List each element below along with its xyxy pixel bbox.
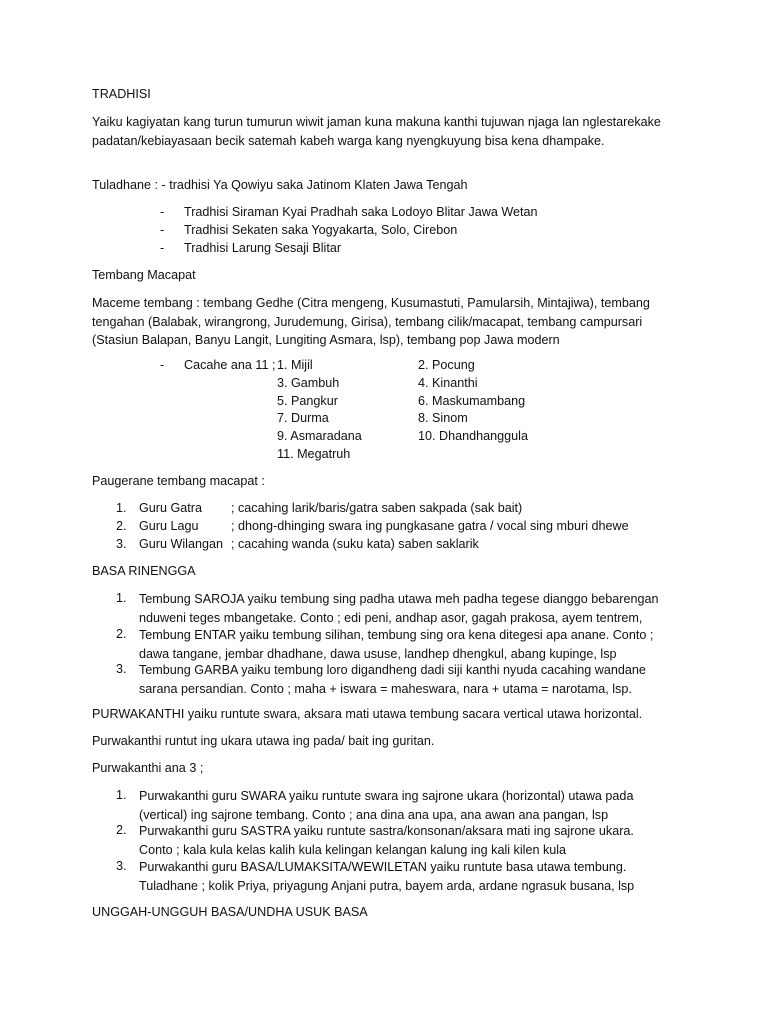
tradhisi-example-item: Tradhisi Larung Sesaji Blitar xyxy=(184,241,342,255)
bullet-dash: - xyxy=(160,241,165,255)
rinengga-item: Tembung ENTAR yaiku tembung silihan, tembung sing ora kena ditegesi apa anane. Conto ; dawa tangane, jembar dhadhane, dawa ususe, landhep dhengkul, abang kupinge, lsp xyxy=(139,628,654,661)
tradhisi-example-item: Tradhisi Sekaten saka Yogyakarta, Solo, Cirebon xyxy=(184,223,458,237)
macapat-name: 10. Dhandhanggula xyxy=(418,429,528,443)
section-title-rinengga: BASA RINENGGA xyxy=(92,564,196,578)
purwakanthi-runtut: Purwakanthi runtut ing ukara utawa ing pada/ bait ing guritan. xyxy=(92,734,435,748)
list-number: 3. xyxy=(116,662,127,676)
cacahe-label: Cacahe ana 11 ; xyxy=(184,358,276,372)
macapat-name: 2. Pocung xyxy=(418,358,475,372)
purwakanthi-item: Purwakanthi guru BASA/LUMAKSITA/WEWILETAN yaiku runtute basa utawa tembung. Tuladhane ; kolik Priya, priyagung Anjani putra, bayem arda, ardane ngrasuk busana, lsp xyxy=(139,860,635,893)
bullet-dash: - xyxy=(160,223,165,237)
macapat-name: 1. Mijil xyxy=(277,358,313,372)
bullet-dash: - xyxy=(160,205,165,219)
macapat-name: 7. Durma xyxy=(277,411,329,425)
rinengga-item: Tembung GARBA yaiku tembung loro digandheng dadi siji kanthi nyuda cacahing wandane sarana persandian. Conto ; maha + iswara = maheswara, nara + utama = narotama, lsp. xyxy=(139,663,646,696)
section-title-unggah: UNGGAH-UNGGUH BASA/UNDHA USUK BASA xyxy=(92,905,368,919)
list-number: 2. xyxy=(116,627,127,641)
paugeran-term: Guru Lagu xyxy=(139,519,199,533)
rinengga-item: Tembung SAROJA yaiku tembung sing padha utawa meh padha tegese dianggo bebarengan nduweni teges mbangetake. Conto ; edi peni, andhap asor, gagah prakosa, ayem tentrem, xyxy=(139,592,659,625)
purwakanthi-item: Purwakanthi guru SASTRA yaiku runtute sastra/konsonan/aksara mati ing sajrone ukara. Conto ; kala kula kelas kalih kula kelingan kelangan kalung ing kali kilen kula xyxy=(139,824,634,857)
macapat-name: 5. Pangkur xyxy=(277,394,338,408)
tradhisi-example-intro: Tuladhane : - tradhisi Ya Qowiyu saka Jatinom Klaten Jawa Tengah xyxy=(92,178,468,192)
paugeran-desc: ; dhong-dhinging swara ing pungkasane gatra / vocal sing mburi dhewe xyxy=(231,519,629,533)
purwakanthi-count: Purwakanthi ana 3 ; xyxy=(92,761,204,775)
macapat-name: 11. Megatruh xyxy=(277,447,351,461)
macapat-paragraph: Maceme tembang : tembang Gedhe (Citra mengeng, Kusumastuti, Pamularsih, Mintajiwa), tembang tengahan (Balabak, wirangrong, Jurudemung, Girisa), tembang cilik/macapat, tembang campursari (Stasiun Balapan, Banyu Langit, Lungiting Asmara, lsp), tembang pop Jawa modern xyxy=(92,296,650,347)
section-title-tradhisi: TRADHISI xyxy=(92,87,151,101)
macapat-name: 9. Asmaradana xyxy=(277,429,362,443)
list-number: 1. xyxy=(116,501,127,515)
purwakanthi-item: Purwakanthi guru SWARA yaiku runtute swara ing sajrone ukara (horizontal) utawa pada (vertical) ing sajrone tembang. Conto ; ana dina ana upa, ana awan ana pangan, lsp xyxy=(139,789,634,822)
macapat-name: 4. Kinanthi xyxy=(418,376,478,390)
macapat-name: 8. Sinom xyxy=(418,411,468,425)
tradhisi-example-item: Tradhisi Siraman Kyai Pradhah saka Lodoyo Blitar Jawa Wetan xyxy=(184,205,538,219)
list-number: 3. xyxy=(116,859,127,873)
purwakanthi-definition: PURWAKANTHI yaiku runtute swara, aksara mati utawa tembung sacara vertical utawa horizontal. xyxy=(92,707,643,721)
list-number: 3. xyxy=(116,537,127,551)
paugeran-desc: ; cacahing larik/baris/gatra saben sakpada (sak bait) xyxy=(231,501,523,515)
macapat-name: 6. Maskumambang xyxy=(418,394,526,408)
bullet-dash: - xyxy=(160,358,165,372)
section-title-macapat: Tembang Macapat xyxy=(92,268,196,282)
macapat-name: 3. Gambuh xyxy=(277,376,340,390)
paugeran-term: Guru Gatra xyxy=(139,501,202,515)
list-number: 1. xyxy=(116,788,127,802)
paugeran-title: Paugerane tembang macapat : xyxy=(92,474,265,488)
list-number: 2. xyxy=(116,519,127,533)
tradhisi-paragraph: Yaiku kagiyatan kang turun tumurun wiwit jaman kuna makuna kanthi tujuwan njaga lan nglestarekake padatan/kebiayasaan becik satemah kabeh warga kang nyengkuyung bisa kena dhampake. xyxy=(92,115,661,148)
paugeran-term: Guru Wilangan xyxy=(139,537,223,551)
paugeran-desc: ; cacahing wanda (suku kata) saben saklarik xyxy=(231,537,479,551)
list-number: 2. xyxy=(116,823,127,837)
list-number: 1. xyxy=(116,591,127,605)
